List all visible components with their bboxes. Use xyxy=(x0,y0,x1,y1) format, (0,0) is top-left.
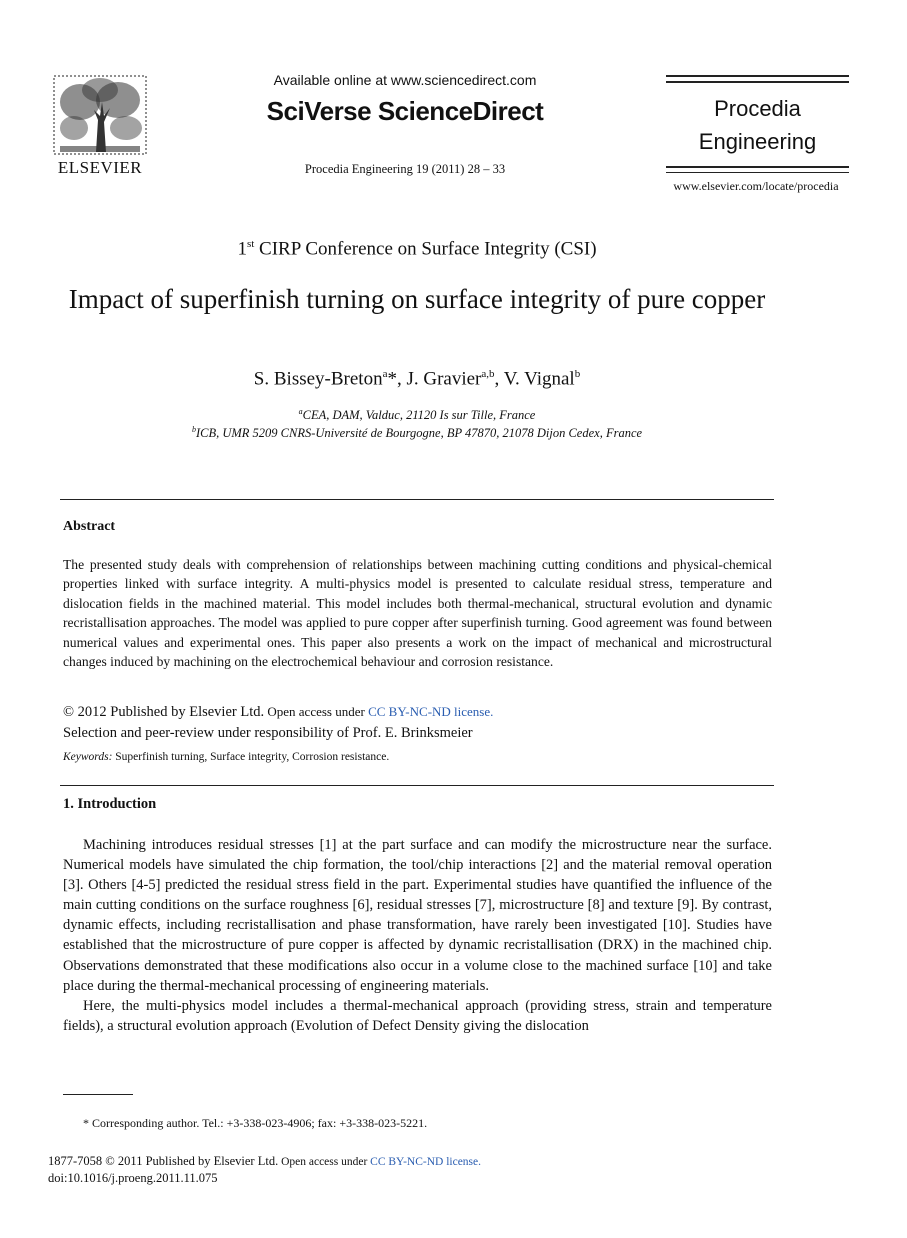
journal-url[interactable]: www.elsevier.com/locate/procedia xyxy=(673,179,839,193)
affiliation-b xyxy=(60,425,774,441)
affiliation-b-mark: b xyxy=(191,425,196,434)
author-1-affil: a xyxy=(382,368,388,380)
available-online-text[interactable]: Available online at www.sciencedirect.com xyxy=(273,72,537,88)
affiliation-b-text: ICB, UMR 5209 CNRS-Université de Bourgogne, BP 47870, 21078 Dijon Cedex, France xyxy=(195,426,643,441)
sciverse-sciencedirect-logo: SciVerse ScienceDirect xyxy=(266,96,544,126)
conference-ordinal: st xyxy=(246,238,255,250)
corresponding-mark: *, xyxy=(387,368,407,390)
procedia-rule-top-2 xyxy=(666,81,849,83)
affiliation-a-mark: a xyxy=(298,407,303,416)
introduction-paragraph-1: Machining introduces residual stresses [1] at the part surface and can modify the microstructure near the surface. Numerical models have simulated the chip formation, the tool/chip interactions [2] and the material removal operation [3]. Others [4-5] predicted the residual stress field in the part. Experimental studies have quantified the influence of the main cutting conditions on the surface roughness [6], residual stresses [7], microstructure [8] and texture [9]. By contrast, dynamic effects, including recristallisation and phase transformation, have rarely been investigated [10]. Studies have established that the microstructure of pure copper is affected by dynamic recristallisation (DRX) in the machined chip. Observations demonstrated that these modifications also occur in a volume close to the machined surface [10] and take place during the thermal-mechanical processing of engineering materials. xyxy=(63,837,772,994)
paper-title: Impact of superfinish turning on surface integrity of pure copper xyxy=(68,284,766,314)
keywords-list: Superfinish turning, Surface integrity, Corrosion resistance. xyxy=(112,751,390,763)
conference-number: 1 xyxy=(237,238,247,260)
affiliation-a-text: CEA, DAM, Valduc, 21120 Is sur Tille, France xyxy=(302,408,536,423)
author-separator: , xyxy=(494,368,504,390)
abstract-heading: Abstract xyxy=(63,519,116,534)
introduction-paragraph-2: Here, the multi-physics model includes a thermal-mechanical approach (providing stress, strain and temperature fields), a structural evolution approach (Evolution of Defect Density giving the dislocation xyxy=(63,997,772,1034)
open-access-text: Open access under xyxy=(264,704,369,719)
affiliation-a xyxy=(60,407,774,423)
conference-title: CIRP Conference on Surface Integrity (CSI) xyxy=(254,238,597,260)
elsevier-wordmark: ELSEVIER xyxy=(57,158,143,177)
keywords-line xyxy=(63,751,772,763)
copyright-text: © 2012 Published by Elsevier Ltd. xyxy=(63,704,265,720)
procedia-rule-bottom xyxy=(666,166,849,168)
author-3[interactable]: V. Vignal xyxy=(503,368,575,390)
issn-line xyxy=(48,1154,788,1169)
procedia-rule-bottom-2 xyxy=(666,172,849,173)
journal-citation: Procedia Engineering 19 (2011) 28 – 33 xyxy=(304,162,506,176)
author-2-affil: a,b xyxy=(481,368,495,380)
keywords-label: Keywords: xyxy=(63,751,113,763)
author-1[interactable]: S. Bissey-Breton xyxy=(253,368,383,390)
issn-text: 1877-7058 © 2011 Published by Elsevier Ltd. xyxy=(48,1154,279,1168)
copyright-line xyxy=(63,702,772,722)
footer-license-link[interactable]: CC BY-NC-ND license. xyxy=(370,1156,482,1168)
abstract-divider xyxy=(60,785,774,786)
doi-line[interactable]: doi:10.1016/j.proeng.2011.11.075 xyxy=(48,1171,218,1185)
conference-name xyxy=(60,238,774,260)
footer-open-access-text: Open access under xyxy=(278,1156,371,1168)
author-3-affil: b xyxy=(574,368,581,380)
journal-title-line-2: Engineering xyxy=(698,129,817,154)
abstract-body: The presented study deals with comprehension of relationships between machining cutting conditions and physical-chemical properties linked with surface integrity. A multi-physics model is presented to calculate residual stress, temperature and dislocation fields in the machined material. This model includes both thermal-mechanical, structural evolution and dynamic recristallisation approaches. The model was applied to pure copper after superfinish turning. Good agreement was found between numerical values and experimental ones. This paper also presents a work on the impact of mechanical and microstructural changes induced by machining on the electrochemical behaviour and corrosion resistance. xyxy=(63,557,772,670)
introduction-heading: 1. Introduction xyxy=(63,796,157,812)
journal-title-line-1: Procedia xyxy=(714,96,801,121)
introduction-body xyxy=(63,835,772,1036)
author-2[interactable]: J. Gravier xyxy=(406,368,482,390)
procedia-rule-top xyxy=(666,75,849,77)
footnote-rule xyxy=(63,1094,133,1095)
corresponding-author-footnote: * Corresponding author. Tel.: +3-338-023-4906; fax: +3-338-023-5221. xyxy=(83,1116,428,1130)
journal-title xyxy=(666,92,849,158)
header-divider xyxy=(60,499,774,500)
author-list xyxy=(60,368,774,390)
license-link[interactable]: CC BY-NC-ND license. xyxy=(368,704,494,719)
peer-review-statement: Selection and peer-review under responsibility of Prof. E. Brinksmeier xyxy=(63,725,473,741)
